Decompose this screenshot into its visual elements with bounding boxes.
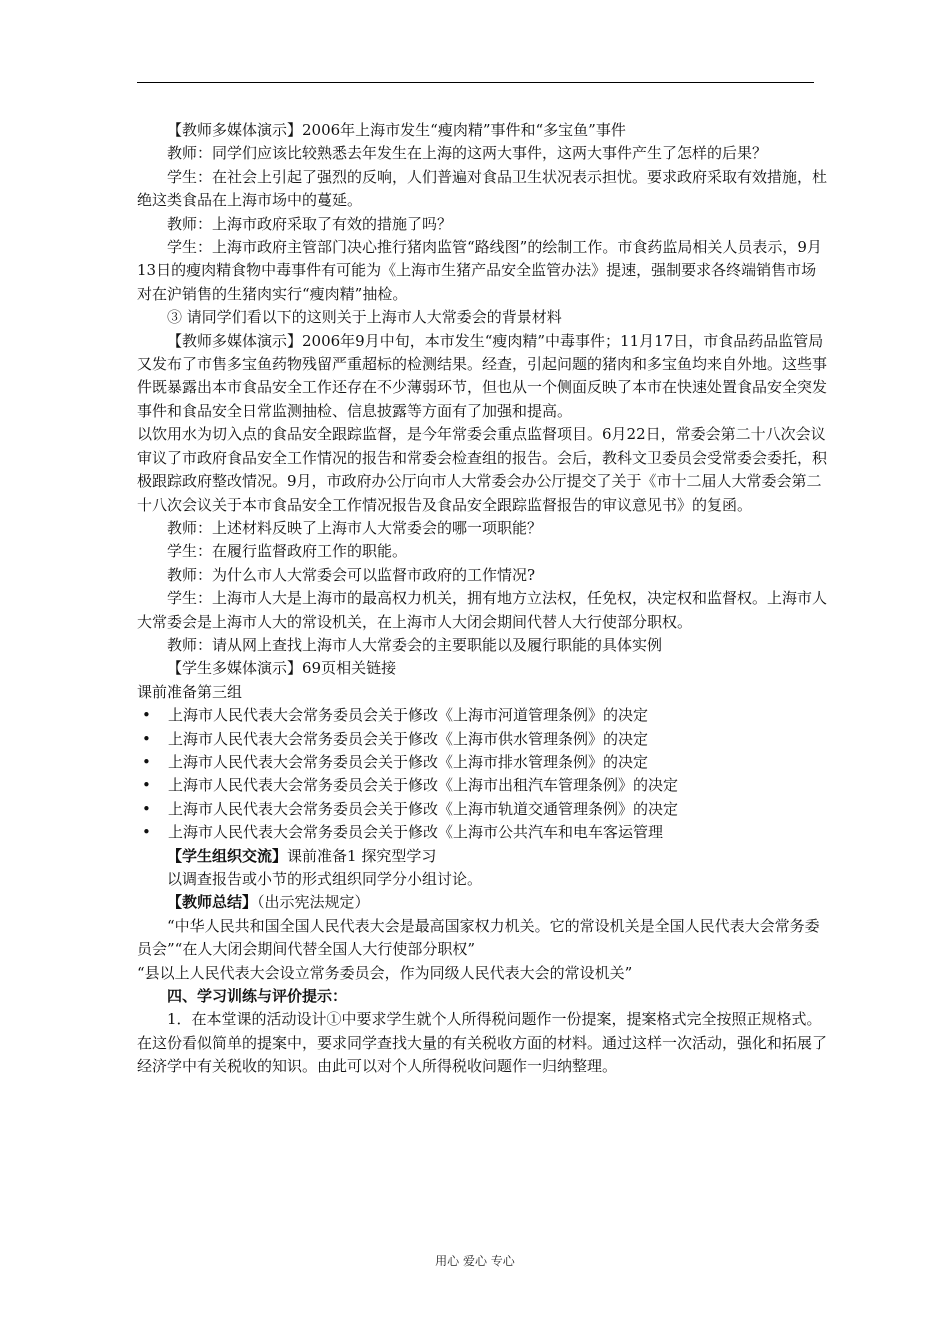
evaluation-item-1: 1．在本堂课的活动设计①中要求学生就个人所得税问题作一份提案，提案格式完全按照正规格式。在这份看似简单的提案中，要求同学查找大量的有关税收方面的材料。通过这样一次活动，强化和拓展了经济学中有关税收的知识。由此可以对个人所得税收问题作一归纳整理。 bbox=[137, 1010, 828, 1076]
paragraph: 学生：在社会上引起了强烈的反响，人们普遍对食品卫生状况表示担忧。要求政府采取有效措施，杜绝这类食品在上海市场中的蔓延。 bbox=[137, 167, 828, 210]
header-rule bbox=[137, 82, 814, 83]
list-item-text: 上海市人民代表大会常务委员会关于修改《上海市出租汽车管理条例》的决定 bbox=[168, 776, 679, 795]
paragraph: 学生：上海市政府主管部门决心推行猪肉监管“路线图”的绘制工作。市食药监局相关人员表示，9月13日的瘦肉精食物中毒事件有可能为《上海市生猪产品安全监管办法》提速，强制要求各终端销售市场对在沪销售的生猪肉实行“瘦肉精”抽检。 bbox=[137, 238, 822, 303]
exchange-paragraph bbox=[137, 845, 827, 868]
bullet-dot-icon: • bbox=[142, 823, 151, 842]
paragraph: 教师：同学们应该比较熟悉去年发生在上海的这两大事件，这两大事件产生了怎样的后果？ bbox=[167, 144, 768, 163]
constitution-quote-1: “中华人民共和国全国人民代表大会是最高国家权力机关。它的常设机关是全国人民代表大会常务委员会”“在人大闭会期间代替全国人大行使部分职权” bbox=[137, 916, 820, 959]
list-item-text: 上海市人民代表大会常务委员会关于修改《上海市供水管理条例》的决定 bbox=[168, 729, 649, 748]
paragraph: 学生：上海市人大是上海市的最高权力机关，拥有地方立法权，任免权，决定权和监督权。上海市人大常委会是上海市人大的常设机关，在上海市人大闭会期间代替人大行使部分职权。 bbox=[137, 589, 828, 631]
list-item bbox=[137, 728, 827, 751]
section-heading: 四、学习训练与评价提示： bbox=[167, 987, 348, 1006]
page-footer: 用心 爱心 专心 bbox=[435, 1254, 515, 1268]
bullet-dot-icon: • bbox=[142, 706, 151, 725]
paragraph: 课前准备第三组 bbox=[137, 682, 243, 701]
paragraph: 教师：上述材料反映了上海市人大常委会的哪一项职能？ bbox=[167, 518, 543, 537]
summary-paragraph bbox=[137, 891, 827, 914]
list-item bbox=[137, 751, 827, 774]
paragraph: 教师：为什么市人大常委会可以监督市政府的工作情况? bbox=[167, 565, 536, 584]
paragraph: 教师：请从网上查找上海市人大常委会的主要职能以及履行职能的具体实例 bbox=[167, 635, 663, 654]
list-item-text: 上海市人民代表大会常务委员会关于修改《上海市公共汽车和电车客运管理 bbox=[168, 823, 664, 842]
document-body bbox=[137, 119, 827, 1079]
list-item bbox=[137, 798, 827, 821]
summary-heading: 【教师总结】 bbox=[167, 893, 258, 912]
summary-text: （出示宪法规定） bbox=[257, 893, 370, 912]
bullet-dot-icon: • bbox=[142, 799, 151, 818]
paragraph: ③ 请同学们看以下的这则关于上海市人大常委会的背景材料 bbox=[167, 308, 562, 327]
paragraph: 【教师多媒体演示】2006年上海市发生“瘦肉精”事件和“多宝鱼”事件 bbox=[167, 121, 626, 139]
exchange-heading: 【学生组织交流】 bbox=[167, 846, 288, 865]
paragraph: 教师：上海市政府采取了有效的措施了吗？ bbox=[167, 214, 453, 233]
list-item-text: 上海市人民代表大会常务委员会关于修改《上海市排水管理条例》的决定 bbox=[168, 752, 649, 771]
exchange-text: 课前准备1 探究型学习 bbox=[287, 846, 437, 865]
list-item bbox=[137, 704, 827, 727]
list-item bbox=[137, 821, 827, 844]
list-item bbox=[137, 774, 827, 797]
list-item-text: 上海市人民代表大会常务委员会关于修改《上海市轨道交通管理条例》的决定 bbox=[168, 799, 679, 818]
bullet-dot-icon: • bbox=[142, 752, 151, 771]
constitution-quote-2: “县以上人民代表大会设立常务委员会，作为同级人民代表大会的常设机关” bbox=[137, 963, 633, 982]
bullet-dot-icon: • bbox=[142, 729, 151, 748]
paragraph: 学生：在履行监督政府工作的职能。 bbox=[167, 542, 408, 561]
list-item-text: 上海市人民代表大会常务委员会关于修改《上海市河道管理条例》的决定 bbox=[168, 706, 649, 725]
paragraph: 以饮用水为切入点的食品安全跟踪监督，是今年常委会重点监督项目。6月22日，常委会第二十八次会议审议了市政府食品安全工作情况的报告和常委会检查组的报告。会后，教科文卫委员会受常委会委托，积极跟踪政府整改情况。9月，市政府办公厅向市人大常委会办公厅提交了关于《市十二届人大常委会第二十八次会议关于本市食品安全工作情况报告及食品安全跟踪监督报告的审议意见书》的复函。 bbox=[137, 425, 828, 514]
bullet-dot-icon: • bbox=[142, 776, 151, 795]
paragraph: 【学生多媒体演示】69页相关链接 bbox=[167, 659, 397, 678]
paragraph-list bbox=[137, 119, 827, 704]
discussion-paragraph: 以调查报告或小节的形式组织同学分小组讨论。 bbox=[167, 870, 483, 888]
bullet-list bbox=[137, 704, 827, 844]
paragraph: 【教师多媒体演示】2006年9月中旬，本市发生“瘦肉精”中毒事件；11月17日，市食品药品监管局又发布了市售多宝鱼药物残留严重超标的检测结果。经查，引起问题的猪肉和多宝鱼均来自外地。这些事件既暴露出本市食品安全工作还存在不少薄弱环节，但也从一个侧面反映了本市在快速处置食品安全突发事件和食品安全日常监测抽检、信息披露等方面有了加强和提高。 bbox=[137, 331, 828, 420]
